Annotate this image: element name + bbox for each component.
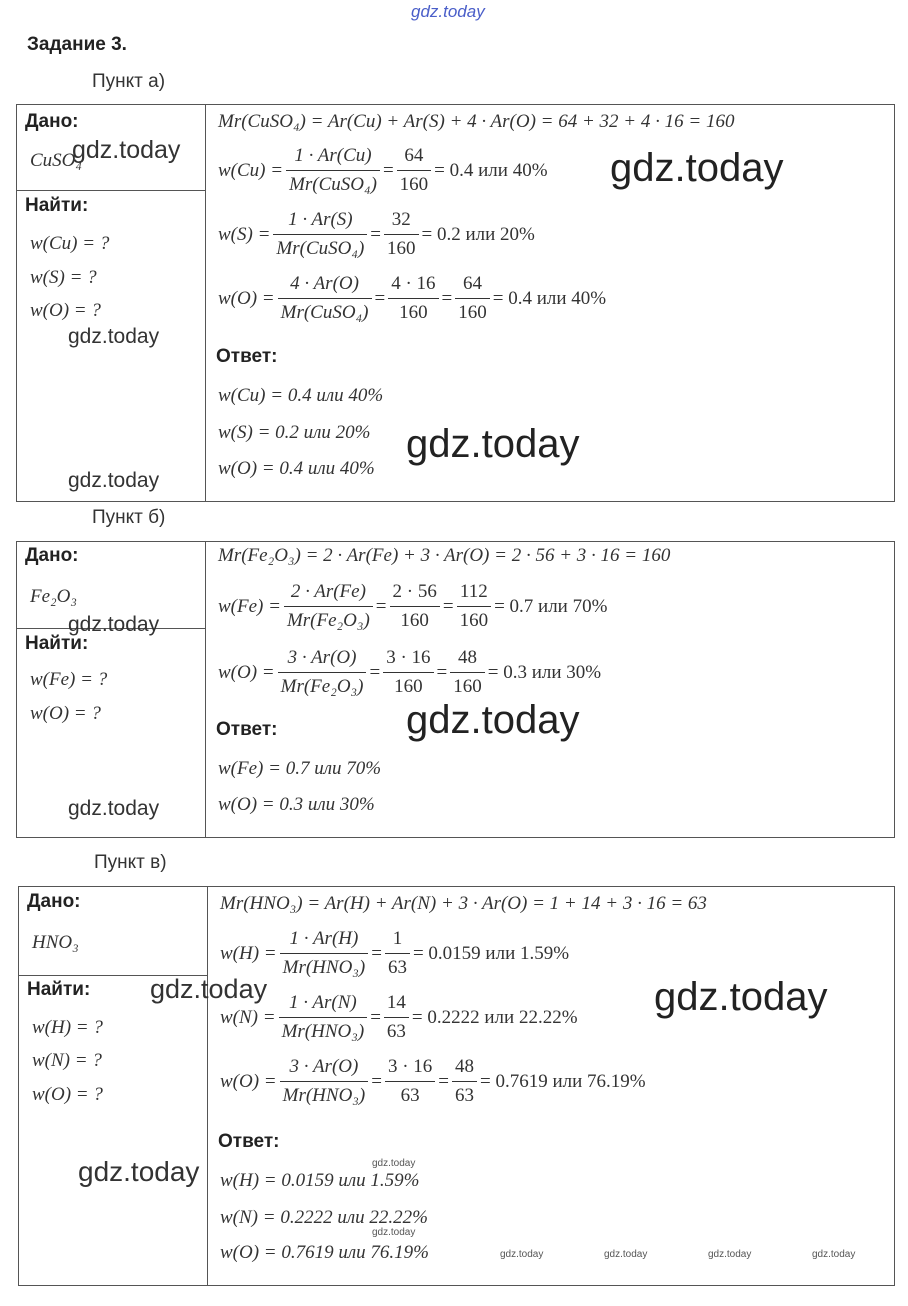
calc-fraction: $\frac{4 \cdot Ar(O)}{\text{Mr(CuSO₄)}}$ bbox=[278, 270, 372, 327]
part-b-find-1: w(Fe) = ? bbox=[30, 669, 108, 690]
calc-step: $\frac{112}{160}$ bbox=[457, 578, 492, 635]
part-c-calc-2: w(N) = $\frac{1 \cdot Ar(N)}{\text{Mr(HNO₃)}}$ = $\frac{14}{63}$ = 0.2222 или 22.22% bbox=[220, 989, 578, 1046]
calc-fraction: $\frac{1 \cdot Ar(N)}{\text{Mr(HNO₃)}}$ bbox=[279, 989, 368, 1046]
calc-step: $\frac{32}{160}$ bbox=[384, 206, 419, 263]
calc-fraction: $\frac{1 \cdot Ar(H)}{\text{Mr(HNO₃)}}$ bbox=[280, 925, 369, 982]
part-a-calc-3: w(O) = $\frac{4 \cdot Ar(O)}{\text{Mr(CuSO₄)}}$ = $\frac{4 \cdot 16}{160}$ = $\frac{64}{160}$ = 0.4 или 40% bbox=[218, 270, 606, 327]
part-b-answer-2: w(O) = 0.3 или 30% bbox=[218, 794, 375, 815]
part-c-calc-1: w(H) = $\frac{1 \cdot Ar(H)}{\text{Mr(HNO₃)}}$ = $\frac{1}{63}$ = 0.0159 или 1.59% bbox=[220, 925, 569, 982]
watermark: gdz.today bbox=[72, 136, 181, 164]
watermark: gdz.today bbox=[78, 1156, 200, 1187]
part-a-calc-1: w(Cu) = $\frac{1 \cdot Ar(Cu)}{\text{Mr(CuSO₄)}}$ = $\frac{64}{160}$ = 0.4 или 40% bbox=[218, 142, 548, 199]
part-b-label: Пункт б) bbox=[92, 507, 166, 528]
part-c-answer-1: w(H) = 0.0159 или 1.59% bbox=[220, 1170, 420, 1191]
part-c-answer-3: w(O) = 0.7619 или 76.19% bbox=[220, 1242, 429, 1263]
calc-fraction: $\frac{3 \cdot Ar(O)}{\text{Mr(HNO₃)}}$ bbox=[280, 1053, 369, 1110]
watermark: gdz.today bbox=[708, 1249, 752, 1260]
part-c-given: HNO₃ bbox=[32, 932, 79, 953]
watermark: gdz.today bbox=[654, 975, 828, 1019]
part-b-find-2: w(O) = ? bbox=[30, 703, 101, 724]
calc-step: $\frac{48}{160}$ bbox=[450, 644, 485, 701]
part-a-given: CuSO₄ bbox=[30, 150, 82, 171]
part-c-divider bbox=[207, 886, 208, 1286]
watermark: gdz.today bbox=[150, 974, 268, 1004]
calc-lhs: w(O) = bbox=[218, 287, 275, 309]
part-a-dano-label: Дано: bbox=[25, 111, 79, 132]
watermark: gdz.today bbox=[500, 1249, 544, 1260]
calc-result: = 0.4 или 40% bbox=[434, 159, 548, 181]
calc-result: = 0.3 или 30% bbox=[487, 661, 602, 683]
calc-step: $\frac{4 \cdot 16}{160}$ bbox=[388, 270, 438, 327]
watermark: gdz.today bbox=[406, 698, 580, 742]
part-a-answer-label: Ответ: bbox=[216, 346, 278, 367]
part-c-calc-3: w(O) = $\frac{3 \cdot Ar(O)}{\text{Mr(HNO₃)}}$ = $\frac{3 \cdot 16}{63}$ = $\frac{48}{63}$ = 0.7619 или 76.19% bbox=[220, 1053, 646, 1110]
calc-result: = 0.0159 или 1.59% bbox=[412, 942, 570, 964]
calc-fraction: $\frac{2 \cdot Ar(Fe)}{\text{Mr(Fe₂O₃)}}$ bbox=[284, 578, 373, 635]
calc-fraction: $\frac{1 \cdot Ar(Cu)}{\text{Mr(CuSO₄)}}$ bbox=[286, 142, 380, 199]
calc-fraction: $\frac{1 \cdot Ar(S)}{\text{Mr(CuSO₄)}}$ bbox=[273, 206, 367, 263]
part-b-answer-1: w(Fe) = 0.7 или 70% bbox=[218, 758, 382, 779]
task-title: Задание 3. bbox=[27, 34, 127, 55]
calc-step: $\frac{3 \cdot 16}{63}$ bbox=[385, 1053, 435, 1110]
watermark: gdz.today bbox=[372, 1158, 416, 1169]
calc-lhs: w(Cu) = bbox=[218, 159, 284, 181]
watermark: gdz.today bbox=[812, 1249, 856, 1260]
part-a-answer-1: w(Cu) = 0.4 или 40% bbox=[218, 385, 384, 406]
watermark: gdz.today bbox=[372, 1227, 416, 1238]
watermark: gdz.today bbox=[68, 797, 160, 820]
calc-lhs: w(O) = bbox=[220, 1070, 277, 1092]
calc-result: = 0.2222 или 22.22% bbox=[411, 1006, 578, 1028]
calc-fraction: $\frac{3 \cdot Ar(O)}{\text{Mr(Fe₂O₃)}}$ bbox=[278, 644, 367, 701]
part-b-calc-1: w(Fe) = $\frac{2 \cdot Ar(Fe)}{\text{Mr(Fe₂O₃)}}$ = $\frac{2 \cdot 56}{160}$ = $\frac{112}{160}$ = 0.7 или 70% bbox=[218, 578, 607, 635]
calc-lhs: w(S) = bbox=[218, 223, 271, 245]
watermark: gdz.today bbox=[68, 613, 160, 636]
part-a-given-separator bbox=[16, 190, 206, 191]
calc-step: $\frac{64}{160}$ bbox=[397, 142, 432, 199]
top-watermark: gdz.today bbox=[411, 2, 485, 21]
part-c-label: Пункт в) bbox=[94, 852, 167, 873]
part-a-answer-3: w(O) = 0.4 или 40% bbox=[218, 458, 375, 479]
part-b-divider bbox=[205, 541, 206, 838]
part-c-answer-label: Ответ: bbox=[218, 1131, 280, 1152]
part-a-answer-2: w(S) = 0.2 или 20% bbox=[218, 422, 371, 443]
part-a-calc-2: w(S) = $\frac{1 \cdot Ar(S)}{\text{Mr(CuSO₄)}}$ = $\frac{32}{160}$ = 0.2 или 20% bbox=[218, 206, 535, 263]
part-c-find-2: w(N) = ? bbox=[32, 1050, 102, 1071]
calc-result: = 0.7 или 70% bbox=[494, 595, 608, 617]
part-a-divider bbox=[205, 104, 206, 502]
calc-result: = 0.2 или 20% bbox=[421, 223, 535, 245]
watermark: gdz.today bbox=[68, 469, 160, 492]
part-c-find-label: Найти: bbox=[27, 979, 91, 1000]
calc-step: $\frac{14}{63}$ bbox=[384, 989, 409, 1046]
watermark: gdz.today bbox=[406, 422, 580, 466]
part-b-given: Fe₂O₃ bbox=[30, 586, 77, 607]
calc-step: $\frac{1}{63}$ bbox=[385, 925, 410, 982]
calc-step: $\frac{64}{160}$ bbox=[455, 270, 490, 327]
part-b-mr-line: Mr(Fe₂O₃) = 2 · Ar(Fe) + 3 · Ar(O) = 2 · 56 + 3 · 16 = 160 bbox=[218, 545, 671, 566]
calc-result: = 0.4 или 40% bbox=[492, 287, 607, 309]
watermark: gdz.today bbox=[610, 146, 784, 190]
part-a-find-1: w(Cu) = ? bbox=[30, 233, 110, 254]
part-b-answer-label: Ответ: bbox=[216, 719, 278, 740]
calc-lhs: w(O) = bbox=[218, 661, 275, 683]
calc-lhs: w(N) = bbox=[220, 1006, 276, 1028]
calc-lhs: w(H) = bbox=[220, 942, 277, 964]
calc-result: = 0.7619 или 76.19% bbox=[480, 1070, 646, 1092]
part-c-find-3: w(O) = ? bbox=[32, 1084, 103, 1105]
part-b-dano-label: Дано: bbox=[25, 545, 79, 566]
watermark: gdz.today bbox=[604, 1249, 648, 1260]
calc-step: $\frac{3 \cdot 16}{160}$ bbox=[383, 644, 433, 701]
part-a-find-2: w(S) = ? bbox=[30, 267, 97, 288]
part-a-find-label: Найти: bbox=[25, 195, 89, 216]
calc-step: $\frac{2 \cdot 56}{160}$ bbox=[390, 578, 440, 635]
part-a-find-3: w(O) = ? bbox=[30, 300, 101, 321]
calc-step: $\frac{48}{63}$ bbox=[452, 1053, 477, 1110]
part-c-find-1: w(H) = ? bbox=[32, 1017, 103, 1038]
part-c-mr-line: Mr(HNO₃) = Ar(H) + Ar(N) + 3 · Ar(O) = 1 + 14 + 3 · 16 = 63 bbox=[220, 893, 707, 914]
part-b-find-label: Найти: bbox=[25, 633, 89, 654]
part-c-dano-label: Дано: bbox=[27, 891, 81, 912]
part-b-calc-2: w(O) = $\frac{3 \cdot Ar(O)}{\text{Mr(Fe₂O₃)}}$ = $\frac{3 \cdot 16}{160}$ = $\frac{48}{160}$ = 0.3 или 30% bbox=[218, 644, 601, 701]
part-a-label: Пункт а) bbox=[92, 71, 166, 92]
watermark: gdz.today bbox=[68, 325, 160, 348]
part-c-answer-2: w(N) = 0.2222 или 22.22% bbox=[220, 1207, 428, 1228]
calc-lhs: w(Fe) = bbox=[218, 595, 281, 617]
part-a-mr-line: Mr(CuSO₄) = Ar(Cu) + Ar(S) + 4 · Ar(O) = 64 + 32 + 4 · 16 = 160 bbox=[218, 111, 735, 132]
